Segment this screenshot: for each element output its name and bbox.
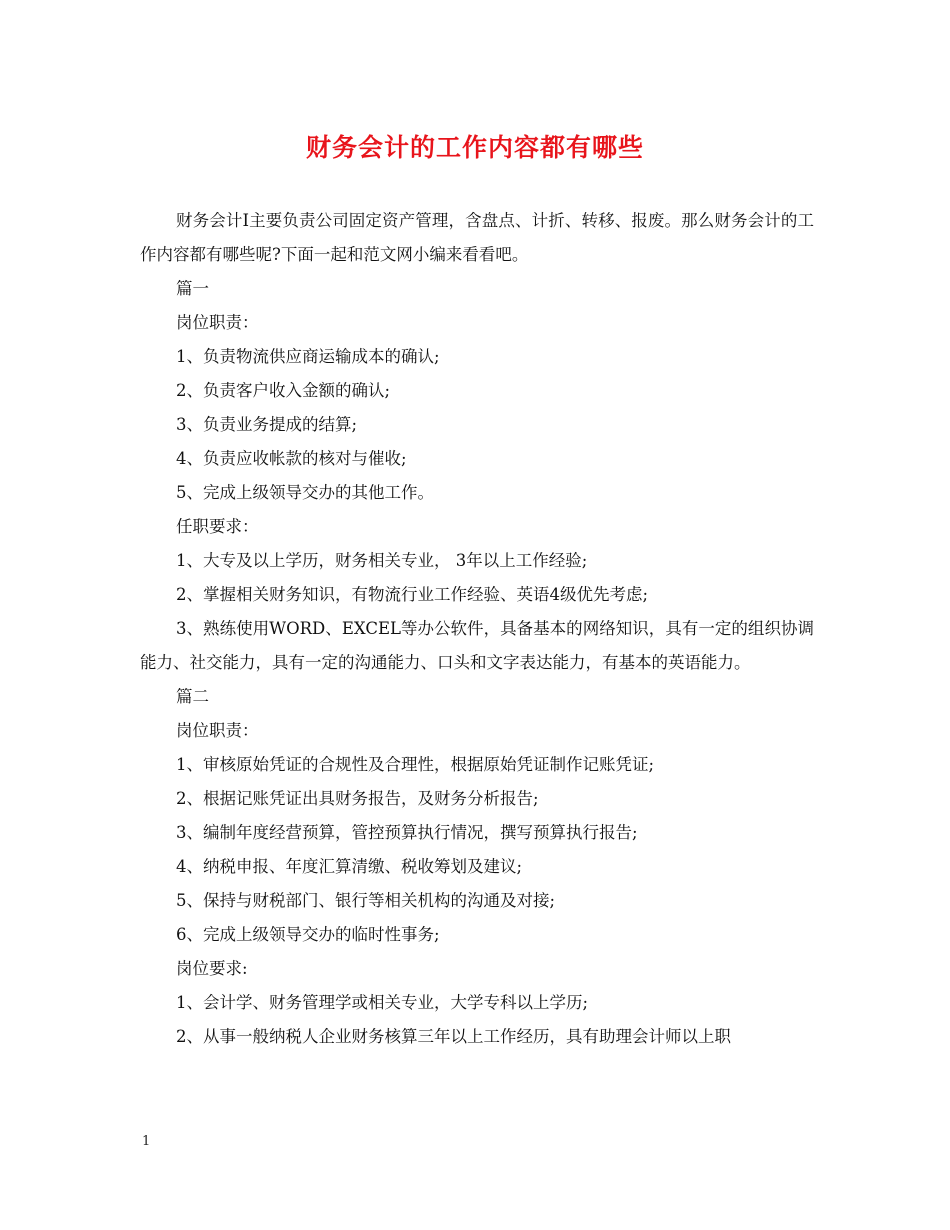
document-body — [140, 204, 814, 1054]
page-number: 1 — [142, 1134, 151, 1149]
list-item: 3、负责业务提成的结算; — [176, 415, 358, 434]
list-item: 5、完成上级领导交办的其他工作。 — [176, 483, 434, 502]
list-item: 2、负责客户收入金额的确认; — [176, 381, 391, 400]
list-item: 5、保持与财税部门、银行等相关机构的沟通及对接; — [176, 891, 556, 910]
list-item: 1、负责物流供应商运输成本的确认; — [176, 347, 440, 366]
list-item: 4、纳税申报、年度汇算清缴、税收筹划及建议; — [176, 857, 523, 876]
document-title: 财务会计的工作内容都有哪些 — [305, 133, 644, 162]
list-item: 3、编制年度经营预算，管控预算执行情况，撰写预算执行报告; — [176, 823, 638, 842]
list-item: 4、负责应收帐款的核对与催收; — [176, 449, 407, 468]
list-item: 1、大专及以上学历，财务相关专业， 3年以上工作经验; — [176, 551, 588, 570]
list-item: 3、熟练使用WORD、EXCEL等办公软件，具备基本的网络知识，具有一定的组织协调能力、社交能力，具有一定的沟通能力、口头和文字表达能力，有基本的英语能力。 — [140, 619, 814, 672]
list-item: 2、掌握相关财务知识，有物流行业工作经验、英语4级优先考虑; — [176, 585, 649, 604]
requirements-heading: 任职要求： — [176, 517, 259, 536]
list-item: 6、完成上级领导交办的临时性事务; — [176, 925, 440, 944]
list-item: 1、审核原始凭证的合规性及合理性，根据原始凭证制作记账凭证; — [176, 755, 655, 774]
intro-paragraph: 财务会计Ⅰ主要负责公司固定资产管理，含盘点、计折、转移、报废。那么财务会计的工作内容都有哪些呢?下面一起和范文网小编来看看吧。 — [140, 211, 814, 264]
requirements-heading: 岗位要求: — [176, 959, 248, 978]
responsibilities-heading: 岗位职责： — [176, 721, 259, 740]
responsibilities-heading: 岗位职责： — [176, 313, 259, 332]
list-item: 1、会计学、财务管理学或相关专业，大学专科以上学历; — [176, 993, 589, 1012]
section-heading-part-two: 篇二 — [176, 687, 209, 706]
list-item: 2、从事一般纳税人企业财务核算三年以上工作经历，具有助理会计师以上职 — [176, 1027, 731, 1046]
list-item: 2、根据记账凭证出具财务报告，及财务分析报告; — [176, 789, 539, 808]
section-heading-part-one: 篇一 — [176, 279, 209, 298]
